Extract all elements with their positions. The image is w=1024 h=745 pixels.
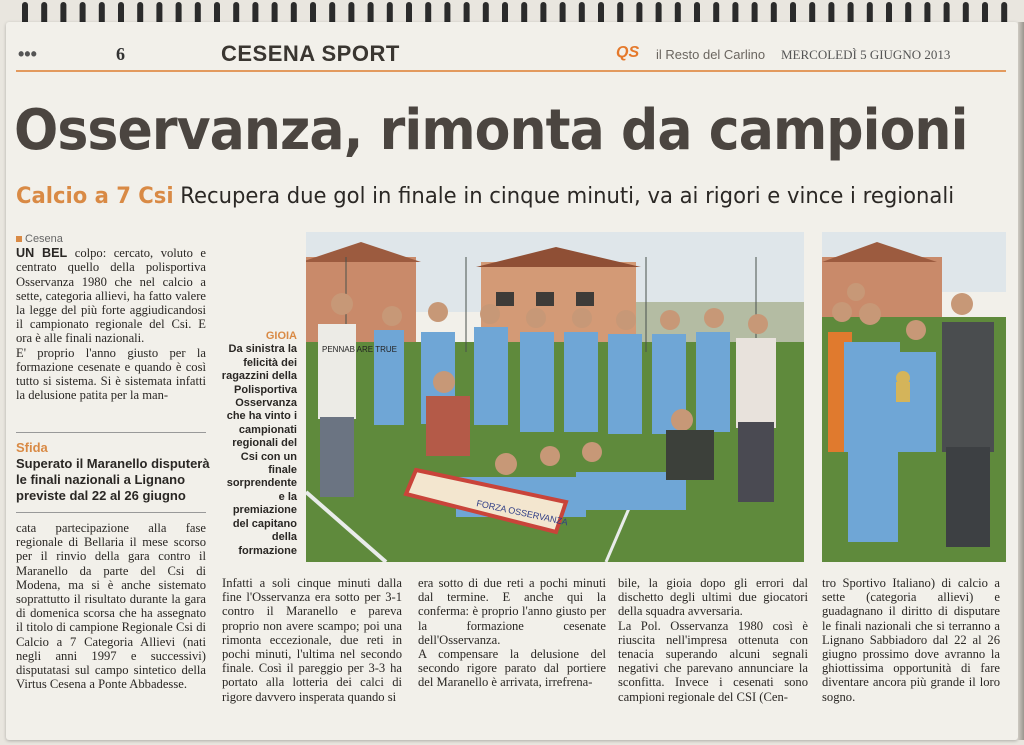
page-number: 6 bbox=[116, 44, 125, 64]
dateline bbox=[16, 232, 206, 246]
article-text-1: colpo: cercato, voluto e centrato quello della polisportiva Osservanza 1980 che nel calcio a sette, categoria allievi, ha fatto valere la legge del più forte aggiudicandosi il campionato regionale del Csi. E ora è alle finali nazionali. bbox=[16, 246, 206, 346]
page-header bbox=[16, 38, 1006, 72]
article-column-3 bbox=[418, 576, 606, 690]
header-dots: ••• bbox=[18, 44, 37, 64]
article-text-3b: A compensare la delusione del secondo rigore parato dal portiere del Maranello è arrivata, irrefrena- bbox=[418, 647, 606, 690]
article-column-4 bbox=[618, 576, 808, 704]
box-title: Sfida bbox=[16, 440, 48, 455]
header-rule bbox=[16, 70, 1006, 72]
article-text-4b: La Pol. Osservanza 1980 così è riuscita nell'impresa ottenuta con tenacia superando alcuni segnali negativi che parevano annunciare la sconfitta. Invece i cesenati sono campioni regionale del CSI (Cen- bbox=[618, 618, 808, 704]
article-column-1b: cata partecipazione alla fase regionale di Bellaria il mese scorso per il rinvio della gara contro il Maranello da parte del Csi di Modena, ma si è anche sistemato soprattutto il risultato durante la gara di domenica scorsa che ha assegnato il titolo di campione Regionale Csi di Calcio a 7 Categoria Allievi (nati negli anni 1997 e successivi) disputatasi sul campo sintetico della Virtus Cesena a Ponte Abbadesse. bbox=[16, 521, 206, 692]
publication-name: il Resto del Carlino bbox=[656, 47, 766, 62]
article-text-2: E' proprio l'anno giusto per la formazione cesenate e quando è così tutto si sistema. Si è sistemata infatti la delusione patita per la man- bbox=[16, 345, 206, 403]
page-edge-shadow bbox=[1018, 22, 1024, 740]
box-bottom-rule bbox=[16, 512, 206, 513]
caption-text: Da sinistra la felicità dei ragazzini della Polisportiva Osservanza che ha vinto i campionati regionali del Csi con un finale sorprendente e la premiazione del capitano della formazione bbox=[221, 343, 297, 557]
caption-kicker: GIOIA bbox=[265, 330, 297, 342]
article-text-3a: era sotto di due reti a pochi minuti dal termine. E anche qui la conferma: è proprio l'anno giusto per la formazione cesenate dell'Osservanza. bbox=[418, 576, 606, 647]
subheadline bbox=[16, 184, 954, 209]
subheadline-text: Recupera due gol in finale in cinque minuti, va ai rigori e vince i regionali bbox=[180, 184, 955, 209]
dateline-square-icon bbox=[16, 236, 22, 242]
issue-date: MERCOLEDÌ 5 GIUGNO 2013 bbox=[781, 47, 951, 62]
banner-text: FORZA OSSERVANZA bbox=[475, 498, 569, 528]
qs-logo: QS bbox=[616, 44, 640, 61]
article-text-4a: bile, la gioia dopo gli errori dal dischetto degli ultimi due giocatori della squadra avversaria. bbox=[618, 576, 808, 619]
trophy-photo bbox=[822, 232, 1006, 562]
dateline-location: Cesena bbox=[25, 233, 63, 245]
headline: Osservanza, rimonta da campioni bbox=[14, 98, 968, 163]
photo-caption bbox=[219, 330, 297, 558]
subheadline-kicker: Calcio a 7 Csi bbox=[16, 184, 174, 209]
box-top-rule bbox=[16, 432, 206, 433]
section-title: CESENA SPORT bbox=[221, 41, 400, 66]
article-column-5: tro Sportivo Italiano) di calcio a sette (categoria allievi) e guadagnano il diritto di disputare le finali nazionali che si terranno a Lignano Sabbiadoro dal 22 al 26 giugno prossimo dove avranno la ghiottissima opportunità di fare diventare ancora più grande il loro sogno. bbox=[822, 576, 1000, 704]
shirt-text: PENNAB ARE TRUE bbox=[322, 345, 397, 354]
box-summary: Superato il Maranello disputerà le finali nazionali a Lignano previste dal 22 al 26 giugno bbox=[16, 456, 210, 503]
lead-in: UN BEL bbox=[16, 246, 68, 261]
article-column-1 bbox=[16, 232, 206, 402]
article-column-2: Infatti a soli cinque minuti dalla fine l'Osservanza era sotto per 3-1 contro il Maranello e pareva proprio non avere scampo; poi una rimonta eccezionale, due reti in pochi minuti, l'ultima nel secondo finale. Così il pareggio per 3-3 ha portato alla lotteria dei calci di rigore davvero insperata quando si bbox=[222, 576, 402, 704]
team-photo bbox=[306, 232, 804, 562]
